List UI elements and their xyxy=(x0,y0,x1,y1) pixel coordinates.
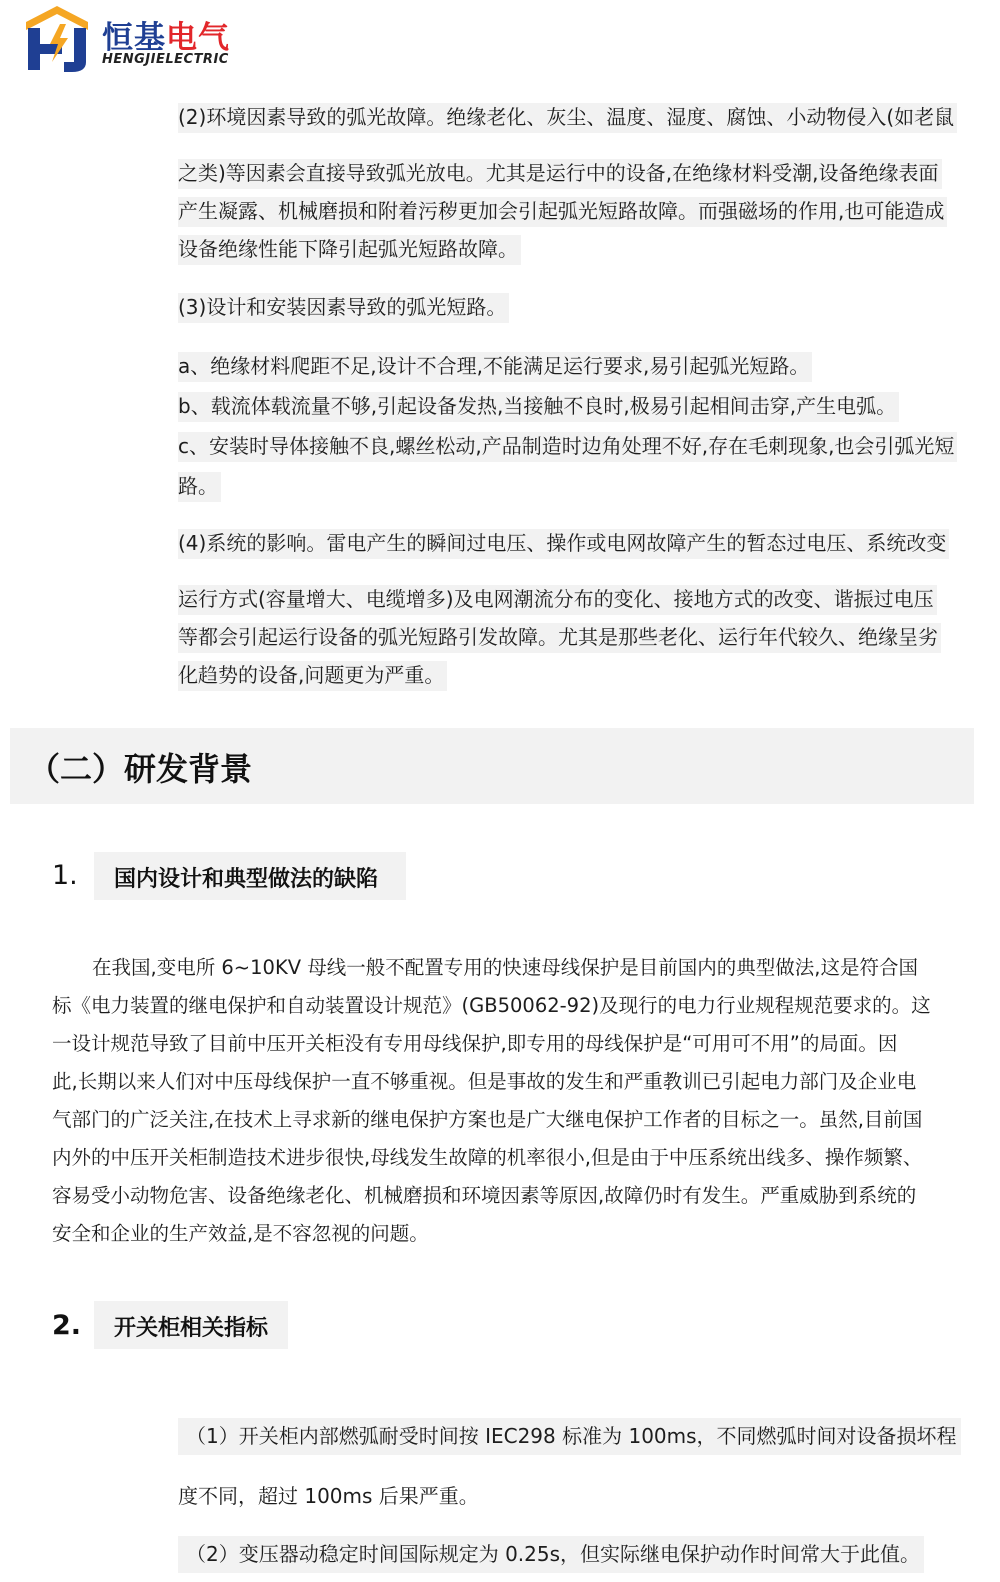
cause-4-paragraph xyxy=(178,524,974,694)
cause-3-title-text: (3)设计和安装因素导致的弧光短路。 xyxy=(178,293,509,323)
indicator-item-2-line: （2）变压器动稳定时间国际规定为 0.25s，但实际继电保护动作时间常大于此值。 xyxy=(178,1536,924,1573)
section-heading: （二）研发背景 xyxy=(28,750,253,788)
company-logo xyxy=(24,4,264,76)
subsection-2-title: 开关柜相关指标 xyxy=(114,1316,269,1341)
indicator-item-1-cont xyxy=(178,1478,974,1515)
logo-english-name: HENGJIELECTRIC xyxy=(102,52,229,67)
paragraph-line: 安全和企业的生产效益,是不容忽视的问题。 xyxy=(52,1222,429,1245)
paragraph-line: 在我国,变电所 6~10KV 母线一般不配置专用的快速母线保护是目前国内的典型做法,这是符合国 xyxy=(92,956,918,979)
indicator-item-2 xyxy=(178,1536,974,1573)
cause-4-line: 运行方式(容量增大、电缆增多)及电网潮流分布的变化、接地方式的改变、谐振过电压 xyxy=(178,585,937,615)
paragraph-line: 一设计规范导致了目前中压开关柜没有专用母线保护,即专用的母线保护是“可用可不用”的局面。因 xyxy=(52,1032,898,1055)
subsection-2-number: 2. xyxy=(52,1310,82,1341)
cause-3-item: b、载流体载流量不够,引起设备发热,当接触不良时,极易引起相间击穿,产生电弧。 xyxy=(178,392,899,422)
cause-2-line: 设备绝缘性能下降引起弧光短路故障。 xyxy=(178,235,521,265)
subsection-1-title: 国内设计和典型做法的缺陷 xyxy=(114,867,379,892)
section-heading-bar xyxy=(10,728,974,804)
cause-3-item: c、安装时导体接触不良,螺丝松动,产品制造时边角处理不好,存在毛刺现象,也会引弧光短 xyxy=(178,432,957,462)
indicator-item-1 xyxy=(178,1418,974,1455)
paragraph-line: 内外的中压开关柜制造技术进步很快,母线发生故障的机率很小,但是由于中压系统出线多、操作频繁、 xyxy=(52,1146,923,1169)
cause-4-line: (4)系统的影响。雷电产生的瞬间过电压、操作或电网故障产生的暂态过电压、系统改变 xyxy=(178,529,949,559)
logo-chinese-name: 恒基电气 xyxy=(102,20,230,56)
cause-3-item: a、绝缘材料爬距不足,设计不合理,不能满足运行要求,易引起弧光短路。 xyxy=(178,352,812,382)
paragraph-line: 此,长期以来人们对中压母线保护一直不够重视。但是事故的发生和严重教训已引起电力部门及企业电 xyxy=(52,1070,917,1093)
cause-4-line: 等都会引起运行设备的弧光短路引发故障。尤其是那些老化、运行年代较久、绝缘呈劣 xyxy=(178,623,941,653)
cause-3-item: 路。 xyxy=(178,472,221,502)
indicator-item-1-line2: 度不同，超过 100ms 后果严重。 xyxy=(178,1478,483,1515)
indicator-item-1-line1: （1）开关柜内部燃弧耐受时间按 IEC298 标准为 100ms，不同燃弧时间对设备损坏程 xyxy=(178,1418,961,1455)
cause-2-line: (2)环境因素导致的弧光故障。绝缘老化、灰尘、温度、湿度、腐蚀、小动物侵入(如老鼠 xyxy=(178,103,957,133)
cause-3-items xyxy=(178,346,974,506)
cause-2-line: 产生凝露、机械磨损和附着污秽更加会引起弧光短路故障。而强磁场的作用,也可能造成 xyxy=(178,197,947,227)
subsection-1-number: 1. xyxy=(52,860,78,891)
cause-4-line: 化趋势的设备,问题更为严重。 xyxy=(178,661,447,691)
subsection-1-heading-bar xyxy=(94,852,406,900)
paragraph-line: 标《电力装置的继电保护和自动装置设计规范》(GB50062-92)及现行的电力行业规程规范要求的。这 xyxy=(52,994,931,1017)
cause-2-paragraph xyxy=(178,98,974,268)
paragraph-line: 容易受小动物危害、设备绝缘老化、机械磨损和环境因素等原因,故障仍时有发生。严重威胁到系统的 xyxy=(52,1184,917,1207)
paragraph-line: 气部门的广泛关注,在技术上寻求新的继电保护方案也是广大继电保护工作者的目标之一。虽然,目前国 xyxy=(52,1108,923,1131)
cause-3-title xyxy=(178,288,974,326)
subsection-2-heading-bar xyxy=(94,1301,288,1349)
hj-lightning-logo-icon xyxy=(24,4,90,74)
background-paragraph xyxy=(52,949,974,1253)
cause-2-line: 之类)等因素会直接导致弧光放电。尤其是运行中的设备,在绝缘材料受潮,设备绝缘表面 xyxy=(178,159,942,189)
